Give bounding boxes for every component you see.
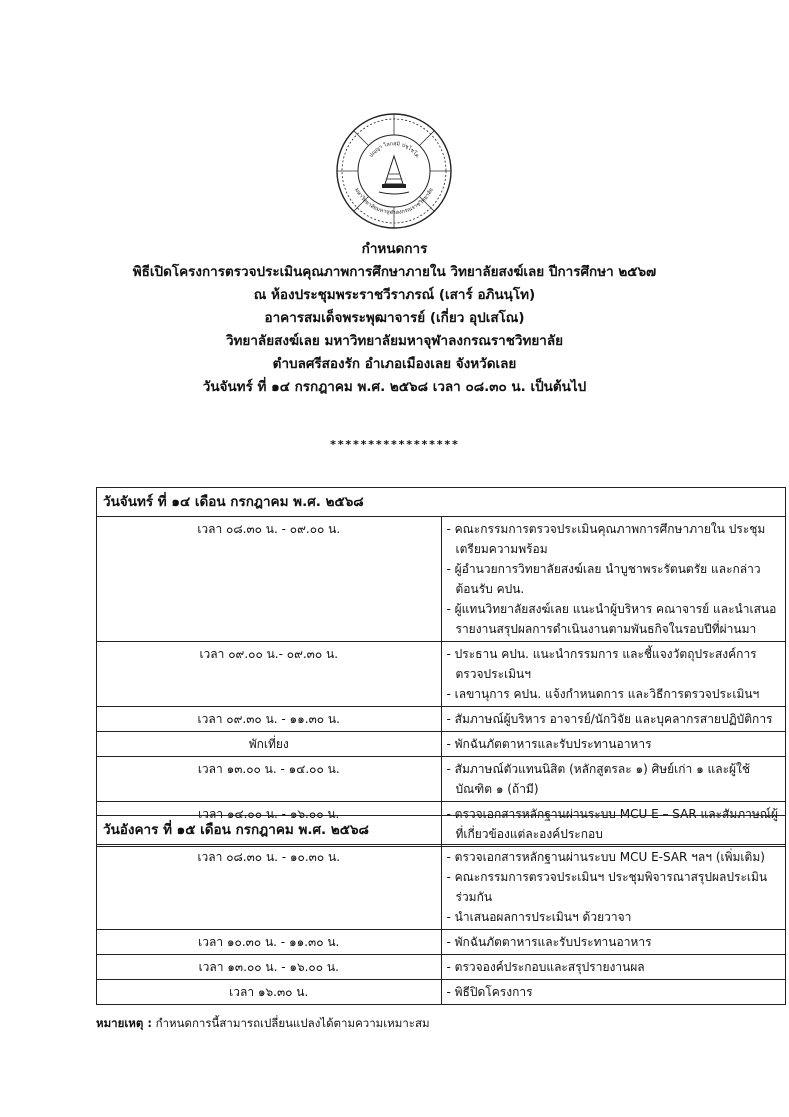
time-cell: เวลา ๐๙.๐๐ น.- ๐๙.๓๐ น. <box>97 642 442 707</box>
activity-item: - คณะกรรมการตรวจประเมินคุณภาพการศึกษาภายใน ประชุมเตรียมความพร้อม <box>446 522 766 556</box>
activity-item: - สัมภาษณ์ผู้บริหาร อาจารย์/นักวิจัย และบุคลากรสายปฏิบัติการ <box>446 712 773 726</box>
activity-item: - พักฉันภัตตาหารและรับประทานอาหาร <box>446 737 652 751</box>
schedule-table-day-1 <box>96 487 786 847</box>
time-cell: เวลา ๐๘.๓๐ น. - ๐๙.๐๐ น. <box>97 517 442 642</box>
header-event-name: พิธีเปิดโครงการตรวจประเมินคุณภาพการศึกษาภายใน วิทยาลัยสงฆ์เลย ปีการศึกษา ๒๕๖๗ <box>132 264 657 280</box>
table-row <box>97 732 786 757</box>
time-cell: เวลา ๐๙.๓๐ น. - ๑๑.๓๐ น. <box>97 707 442 732</box>
time-cell: เวลา ๑๐.๓๐ น. - ๑๑.๓๐ น. <box>97 930 442 955</box>
day-title: วันจันทร์ ที่ ๑๔ เดือน กรกฎาคม พ.ศ. ๒๕๖๘ <box>97 488 786 517</box>
time-cell: เวลา ๑๔.๐๐ น. - ๑๖.๐๐ น. <box>97 802 442 847</box>
activity-item: - คณะกรรมการตรวจประเมินฯ ประชุมพิจารณาสรุปผลประเมินร่วมกัน <box>446 870 768 904</box>
activity-cell <box>441 757 786 802</box>
activity-cell <box>441 517 786 642</box>
activity-item: - ตรวจเอกสารหลักฐานผ่านระบบ MCU E – SAR และสัมภาษณ์ผู้ที่เกี่ยวข้องแต่ละองค์ประกอบ <box>446 807 778 841</box>
seal-top-text: ปญฺญา โลกสฺมิ ปชฺโชโต <box>368 141 420 159</box>
activity-cell <box>441 980 786 1005</box>
time-cell: เวลา ๑๖.๓๐ น. <box>97 980 442 1005</box>
table-row <box>97 517 786 642</box>
activity-cell <box>441 732 786 757</box>
activity-item: - ประธาน คปน. แนะนำกรรมการ และชี้แจงวัตถุประสงค์การตรวจประเมินฯ <box>446 647 757 681</box>
activity-cell <box>441 955 786 980</box>
header-venue-room: ณ ห้องประชุมพระราชวีราภรณ์ (เสาร์ อภินนฺโท) <box>253 287 536 303</box>
remark-text: กำหนดการนี้สามารถเปลี่ยนแปลงได้ตามความเหมาะสม <box>155 1016 430 1030</box>
table-row <box>97 757 786 802</box>
separator-stars: ***************** <box>329 438 460 451</box>
time-cell: เวลา ๑๓.๐๐ น. - ๑๖.๐๐ น. <box>97 955 442 980</box>
university-seal <box>335 112 453 230</box>
table-row <box>97 980 786 1005</box>
activity-item: - ตรวจเอกสารหลักฐานผ่านระบบ MCU E-SAR ฯลฯ (เพิ่มเติม) <box>446 850 765 864</box>
header-title: กำหนดการ <box>361 241 428 257</box>
document-header <box>0 238 789 399</box>
activity-item: - ตรวจองค์ประกอบและสรุปรายงานผล <box>446 960 645 974</box>
activity-cell <box>441 845 786 930</box>
remark-note <box>96 1015 430 1033</box>
activity-item: - เลขานุการ คปน. แจ้งกำหนดการ และวิธีการตรวจประเมินฯ <box>446 687 760 701</box>
table-row <box>97 930 786 955</box>
header-venue-building: อาคารสมเด็จพระพุฒาจารย์ (เกี่ยว อุปเสโณ) <box>264 310 525 326</box>
table-row <box>97 642 786 707</box>
svg-text:มหาวิทยาลัยมหาจุฬาลงกรณราชวิทย <box>353 187 435 216</box>
day-title: วันอังคาร ที่ ๑๕ เดือน กรกฎาคม พ.ศ. ๒๕๖๘ <box>97 816 786 845</box>
activity-item: - พักฉันภัตตาหารและรับประทานอาหาร <box>446 935 652 949</box>
activity-item: - ผู้อำนวยการวิทยาลัยสงฆ์เลย นำบูชาพระรัตนตรัย และกล่าวต้อนรับ คปน. <box>446 562 761 596</box>
table-row <box>97 707 786 732</box>
header-date-time: วันจันทร์ ที่ ๑๔ กรกฎาคม พ.ศ. ๒๕๖๘ เวลา ๐๘.๓๐ น. เป็นต้นไป <box>202 379 587 395</box>
day-title-row <box>97 488 786 517</box>
activity-item: - ผู้แทนวิทยาลัยสงฆ์เลย แนะนำผู้บริหาร คณาจารย์ และนำเสนอรายงานสรุปผลการดำเนินงานตามพันธกิจในรอบปีที่ผ่านมา <box>446 602 777 636</box>
remark-label: หมายเหตุ : <box>96 1016 152 1030</box>
activity-cell <box>441 707 786 732</box>
schedule-table-day-2 <box>96 815 786 1005</box>
activity-item: - สัมภาษณ์ตัวแทนนิสิต (หลักสูตรละ ๑) ศิษย์เก่า ๑ และผู้ใช้บัณฑิต ๑ (ถ้ามี) <box>446 762 751 796</box>
activity-cell <box>441 642 786 707</box>
time-cell: พักเที่ยง <box>97 732 442 757</box>
table-row <box>97 955 786 980</box>
activity-item: - นำเสนอผลการประเมินฯ ด้วยวาจา <box>446 910 632 924</box>
header-institution: วิทยาลัยสงฆ์เลย มหาวิทยาลัยมหาจุฬาลงกรณราชวิทยาลัย <box>225 333 564 349</box>
activity-cell <box>441 930 786 955</box>
time-cell: เวลา ๑๓.๐๐ น. - ๑๔.๐๐ น. <box>97 757 442 802</box>
header-location: ตำบลศรีสองรัก อำเภอเมืองเลย จังหวัดเลย <box>272 356 517 372</box>
activity-item: - พิธีปิดโครงการ <box>446 985 533 999</box>
day-title-row <box>97 816 786 845</box>
time-cell: เวลา ๐๘.๓๐ น. - ๑๐.๓๐ น. <box>97 845 442 930</box>
table-row <box>97 845 786 930</box>
seal-ring-text: มหาวิทยาลัยมหาจุฬาลงกรณราชวิทยาลัย <box>353 187 435 217</box>
